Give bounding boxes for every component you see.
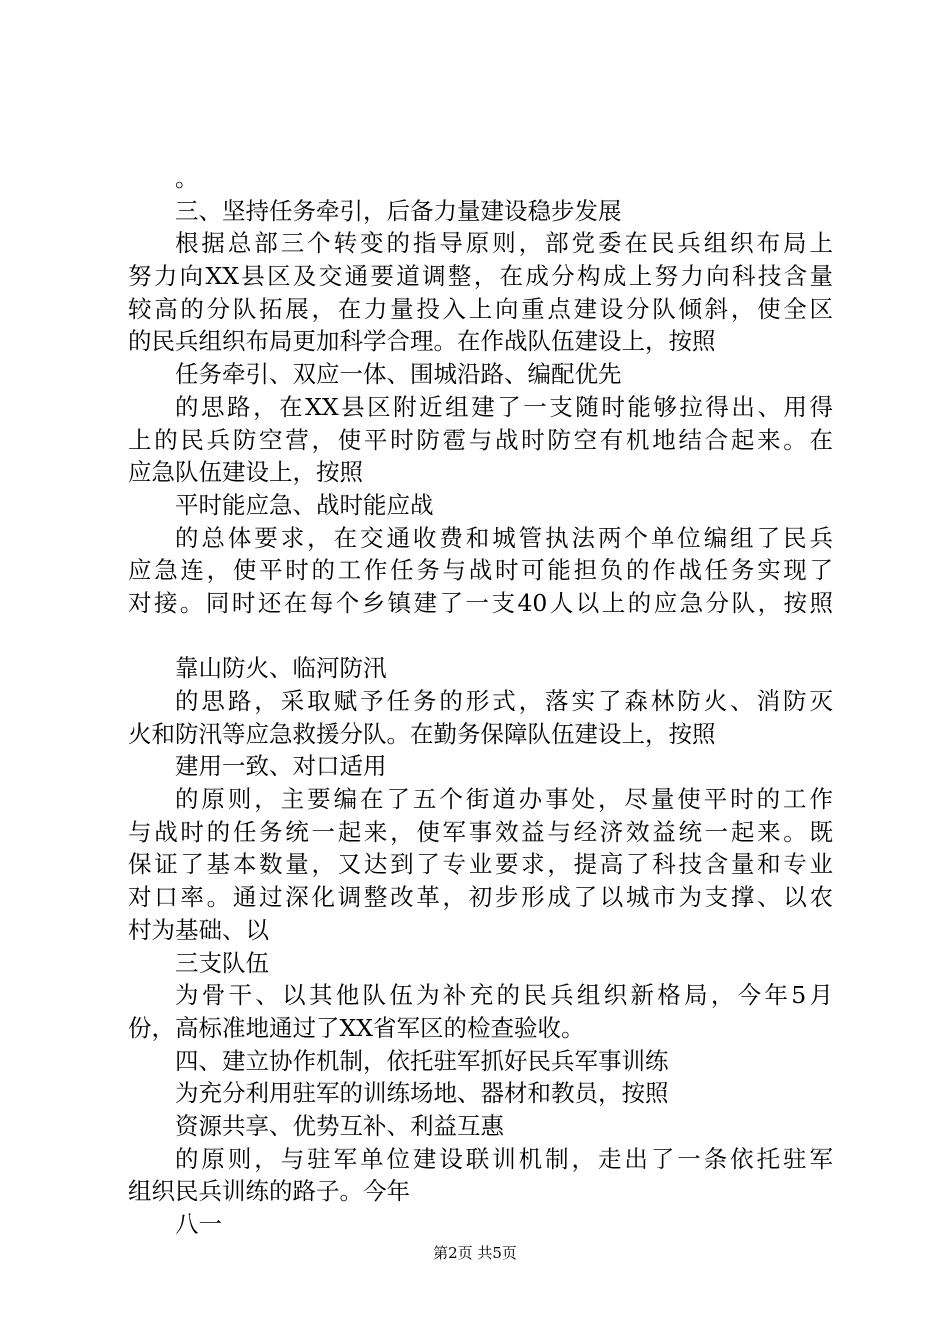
text-line: 火和防汛等应急救援分队。在勤务保障队伍建设上，按照 — [128, 719, 716, 748]
text-line: 三、坚持任务牵引，后备力量建设稳步发展 — [175, 196, 622, 225]
text-line: 努力向XX县区及交通要道调整，在成分构成上努力向科技含量 — [128, 262, 833, 291]
text-line: 根据总部三个转变的指导原则，部党委在民兵组织布局上 — [175, 229, 833, 258]
text-line: 应急连，使平时的工作任务与战时可能担负的作战任务实现了 — [128, 556, 833, 585]
document-body — [128, 162, 833, 1241]
text-line: 的原则，主要编在了五个街道办事处，尽量使平时的工作 — [175, 785, 833, 814]
text-line: 。 — [175, 164, 199, 192]
text-line: 份，高标准地通过了XX省军区的检查验收。 — [128, 1013, 585, 1042]
text-line: 为骨干、以其他队伍为补充的民兵组织新格局，今年5月 — [175, 981, 833, 1010]
text-line: 建用一致、对口适用 — [175, 752, 387, 781]
text-line: 八一 — [175, 1210, 222, 1238]
text-line: 的思路，在XX县区附近组建了一支随时能够拉得出、用得 — [175, 392, 833, 421]
text-line: 四、建立协作机制，依托驻军抓好民兵军事训练 — [175, 1046, 669, 1075]
text-line: 村为基础、以 — [128, 915, 269, 944]
paragraph-gap — [128, 620, 833, 653]
text-line: 的原则，与驻军单位建设联训机制，走出了一条依托驻军 — [175, 1144, 833, 1173]
text-line: 与战时的任务统一起来，使军事效益与经济效益统一起来。既 — [128, 817, 833, 846]
text-line: 的总体要求，在交通收费和城管执法两个单位编组了民兵 — [175, 523, 833, 552]
text-line: 的思路，采取赋予任务的形式，落实了森林防火、消防灭 — [175, 687, 833, 715]
text-line: 对口率。通过深化调整改革，初步形成了以城市为支撑、以农 — [128, 883, 833, 912]
text-line: 资源共享、优势互补、利益互惠 — [175, 1111, 504, 1140]
text-line: 较高的分队拓展，在力量投入上向重点建设分队倾斜，使全区 — [128, 294, 833, 323]
text-line: 靠山防火、临河防汛 — [175, 654, 387, 683]
text-line: 对接。同时还在每个乡镇建了一支40人以上的应急分队，按照 — [128, 588, 833, 617]
text-line: 组织民兵训练的路子。今年 — [128, 1177, 410, 1206]
text-line: 应急队伍建设上，按照 — [128, 458, 363, 487]
text-line: 任务牵引、双应一体、围城沿路、编配优先 — [175, 360, 622, 389]
text-line: 平时能应急、战时能应战 — [175, 490, 434, 519]
text-line: 保证了基本数量，又达到了专业要求，提高了科技含量和专业 — [128, 850, 833, 879]
text-line: 上的民兵防空营，使平时防雹与战时防空有机地结合起来。在 — [128, 425, 833, 454]
page-number-footer: 第2页 共5页 — [433, 1244, 517, 1262]
text-line: 三支队伍 — [175, 948, 269, 977]
text-line: 为充分利用驻军的训练场地、器材和教员，按照 — [175, 1079, 669, 1108]
text-line: 的民兵组织布局更加科学合理。在作战队伍建设上，按照 — [128, 327, 716, 356]
